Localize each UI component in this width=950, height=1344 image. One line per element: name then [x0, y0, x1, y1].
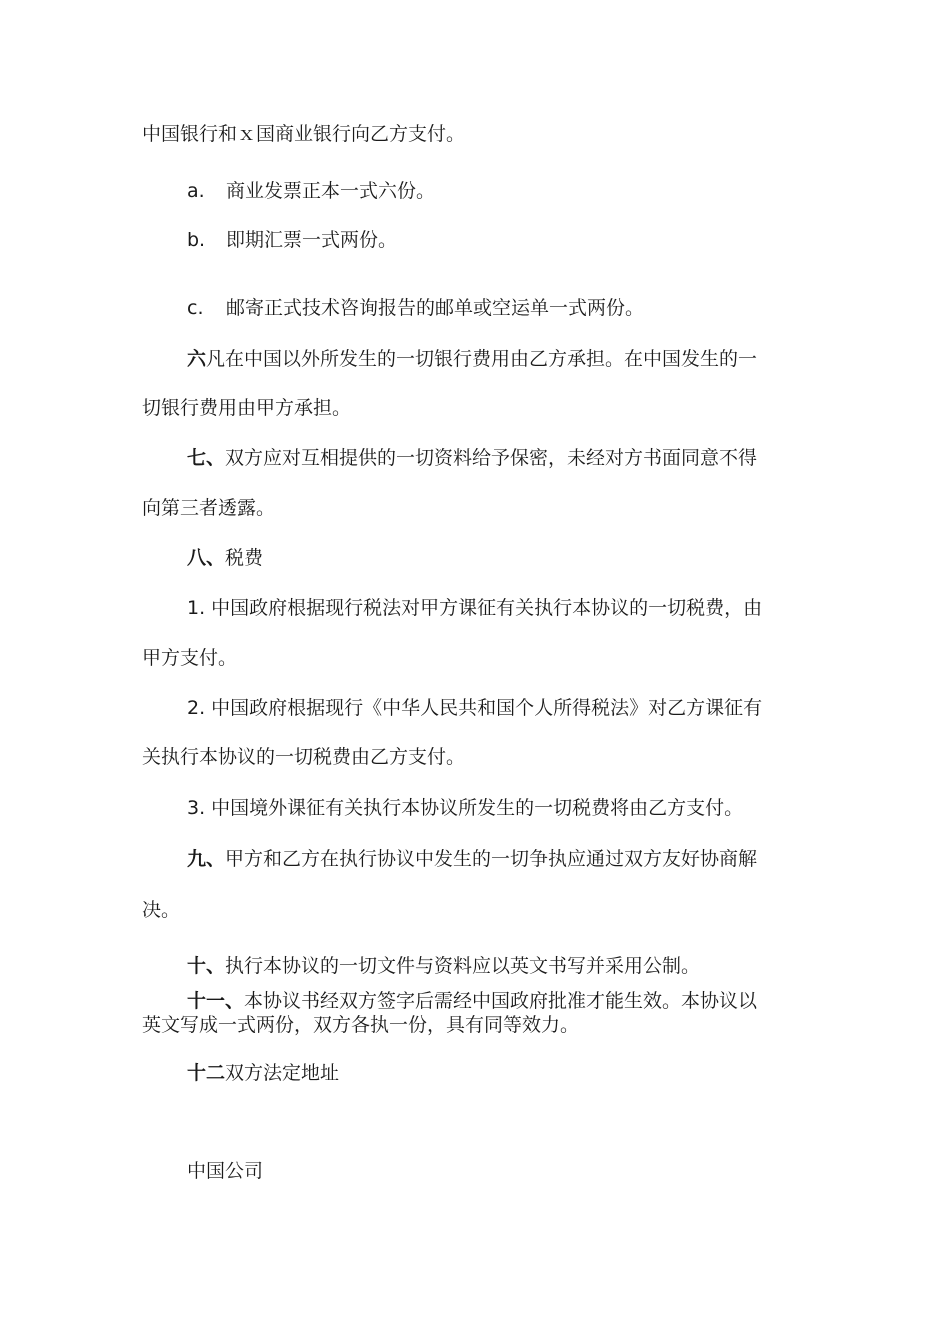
list-text: 邮寄正式技术咨询报告的邮单或空运单一式两份。	[226, 297, 645, 319]
section-10-heading: 十、	[187, 955, 226, 977]
list-item-c	[187, 296, 644, 320]
section-7-line2: 向第三者透露。	[142, 497, 276, 519]
section-8-heading: 八、	[187, 547, 226, 569]
section-7-text: 双方应对互相提供的一切资料给予保密，未经对方书面同意不得	[225, 447, 758, 469]
section-9-heading: 九、	[187, 848, 226, 870]
section-6-heading: 六	[187, 348, 207, 370]
tax-item-1-line1: 1. 中国政府根据现行税法对甲方课征有关执行本协议的一切税费，由	[187, 597, 763, 619]
section-7-heading: 七、	[187, 447, 226, 469]
section-12-heading-line	[187, 1061, 339, 1085]
section-9-line1	[187, 847, 757, 871]
list-text: 即期汇票一式两份。	[226, 229, 398, 251]
section-12-title: 双方法定地址	[225, 1062, 340, 1084]
section-6-line1	[187, 347, 757, 371]
section-9-text: 甲方和乙方在执行协议中发生的一切争执应通过双方友好协商解	[225, 848, 758, 870]
list-item-b	[187, 228, 397, 252]
section-7-line1	[187, 446, 757, 470]
section-6-text: 凡在中国以外所发生的一切银行费用由乙方承担。在中国发生的一	[206, 348, 758, 370]
section-11-heading: 十一、	[187, 990, 245, 1012]
section-11-line2: 英文写成一式两份，双方各执一份，具有同等效力。	[142, 1014, 580, 1036]
section-12-heading: 十二	[187, 1062, 226, 1084]
section-8-heading-line	[187, 546, 263, 570]
list-item-a	[187, 179, 435, 203]
company-name: 中国公司	[187, 1160, 264, 1182]
paragraph-line: 中国银行和ｘ国商业银行向乙方支付。	[142, 123, 466, 145]
tax-item-3-line1: 3. 中国境外课征有关执行本协议所发生的一切税费将由乙方支付。	[187, 797, 744, 819]
section-9-line2: 决。	[142, 899, 181, 921]
list-label: b.	[187, 229, 206, 251]
section-10-line1	[187, 954, 700, 978]
list-text: 商业发票正本一式六份。	[226, 180, 436, 202]
section-6-line2: 切银行费用由甲方承担。	[142, 397, 352, 419]
section-10-text: 执行本协议的一切文件与资料应以英文书写并采用公制。	[225, 955, 701, 977]
section-11-text: 本协议书经双方签字后需经中国政府批准才能生效。本协议以	[244, 990, 758, 1012]
tax-item-2-line1: 2. 中国政府根据现行《中华人民共和国个人所得税法》对乙方课征有	[187, 697, 763, 719]
tax-item-2-line2: 关执行本协议的一切税费由乙方支付。	[142, 746, 466, 768]
list-label: a.	[187, 180, 205, 202]
tax-item-1-line2: 甲方支付。	[142, 647, 238, 669]
section-8-title: 税费	[225, 547, 264, 569]
list-label: c.	[187, 297, 204, 319]
section-11-line1	[187, 989, 757, 1013]
